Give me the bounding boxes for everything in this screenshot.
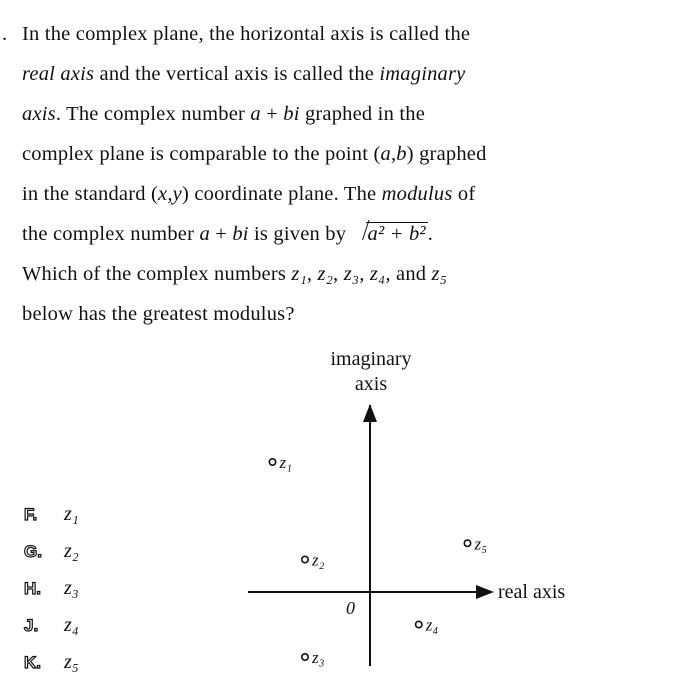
question-line-3: axis. The complex number a + bi graphed in the [22, 103, 426, 125]
term-modulus: modulus [381, 183, 453, 205]
point-4-marker [416, 621, 422, 627]
point-2-label: z₂ [312, 550, 325, 570]
point-5-label: z₅ [474, 534, 488, 554]
question-line-2: real axis and the vertical axis is called the imaginary [22, 63, 466, 85]
imaginary-axis-label-1: imaginary [330, 348, 412, 370]
question-line-8: below has the greatest modulus? [22, 303, 295, 325]
term-imaginary: imaginary [379, 63, 466, 85]
choice-g[interactable]: G. z₂ [24, 540, 79, 562]
term-axis: axis [22, 103, 56, 125]
point-3-marker [302, 654, 308, 660]
point-2-marker [302, 556, 308, 562]
choice-h[interactable]: H. z₃ [24, 577, 79, 599]
point-1-label: z₁ [279, 453, 293, 472]
real-axis-arrow-icon [476, 585, 494, 599]
imaginary-axis-arrow-icon [363, 404, 377, 422]
imaginary-axis-label-2: axis [354, 373, 388, 395]
square-root-formula: a² + b² [354, 214, 428, 254]
point-3-label: z₃ [312, 648, 325, 667]
question-line-4: complex plane is comparable to the point (a,b) graphed [22, 143, 487, 165]
point-1-marker [269, 459, 275, 465]
term-real-axis: real axis [22, 63, 95, 85]
question-line-6: the complex number a + bi is given by a² + b². [22, 214, 684, 254]
question-line-7: Which of the complex numbers z₁, z₂, z₃, z₄, and z₅ [22, 263, 448, 285]
choice-j[interactable]: J. z₄ [24, 614, 79, 636]
question-line-1: In the complex plane, the horizontal axis is called the [22, 23, 471, 45]
choice-k[interactable]: K. z₅ [24, 651, 79, 673]
question-number: . [2, 23, 8, 45]
point-5-marker [464, 540, 470, 546]
real-axis-label: real axis [498, 581, 566, 603]
choice-f[interactable]: F. z₁ [24, 503, 79, 525]
question-line-5: in the standard (x,y) coordinate plane. The modulus of [22, 183, 476, 205]
point-4-label: z₄ [425, 615, 439, 635]
plotted-points [269, 453, 487, 667]
origin-label: 0 [346, 598, 355, 618]
